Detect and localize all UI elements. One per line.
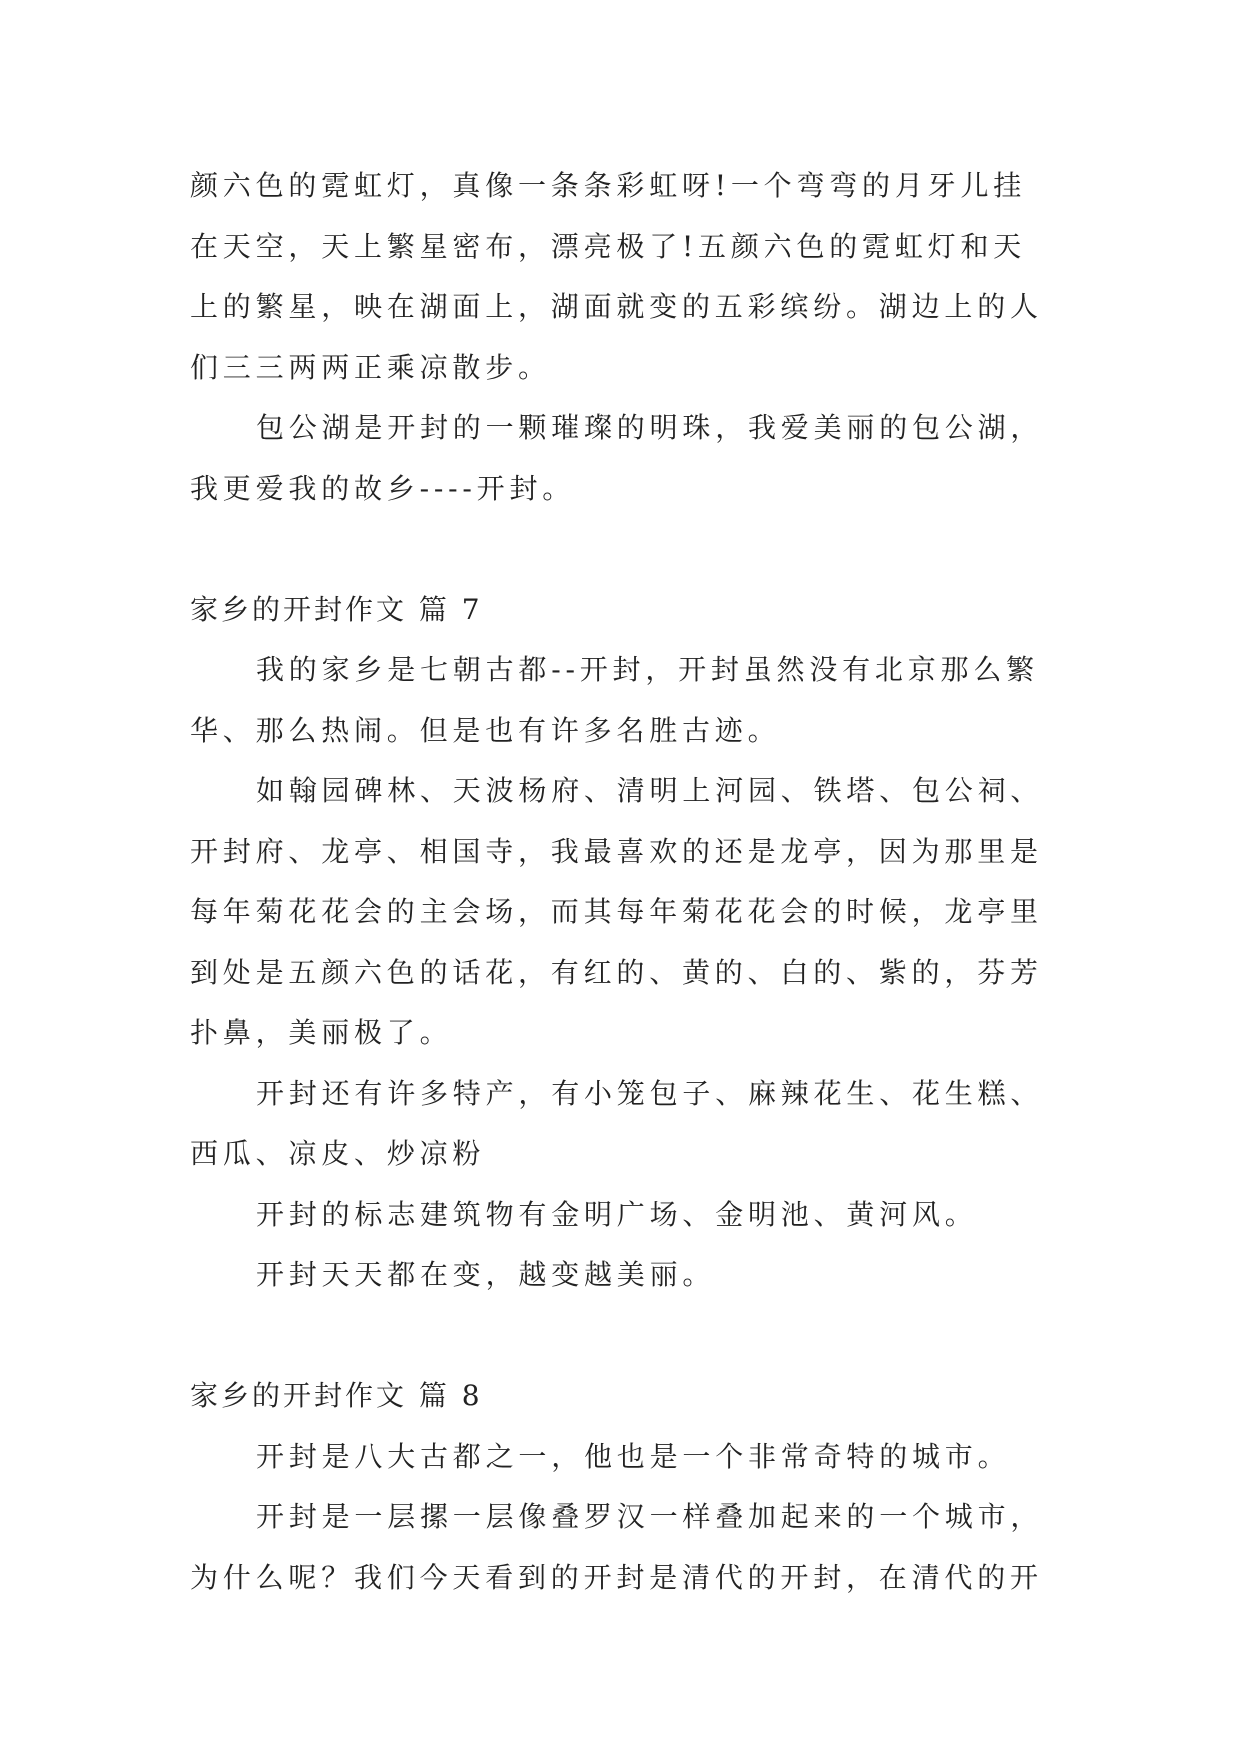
document-body <box>190 156 1060 1608</box>
text-line: 开封府、龙亭、相国寺，我最喜欢的还是龙亭，因为那里是 <box>190 834 1043 868</box>
text-line: 开封还有许多特产，有小笼包子、麻辣花生、花生糕、 <box>256 1076 1044 1110</box>
text-line: 如翰园碑林、天波杨府、清明上河园、铁塔、包公祠、 <box>256 774 1044 807</box>
text-line: 在天空，天上繁星密布，漂亮极了!五颜六色的霓虹灯和天 <box>190 229 1027 263</box>
text-line: 到处是五颜六色的话花，有红的、黄的、白的、紫的，芬芳 <box>190 955 1043 989</box>
section7-paragraph-1 <box>190 640 1060 761</box>
text-line: 华、那么热闹。但是也有许多名胜古迹。 <box>190 713 781 747</box>
section7-paragraph-4: 开封的标志建筑物有金明广场、金明池、黄河风。 <box>256 1197 978 1231</box>
paragraph-intro-closing <box>190 398 1060 519</box>
section-gap <box>190 1306 1060 1367</box>
section-title-7: 家乡的开封作文 篇 7 <box>190 592 483 626</box>
section7-paragraph-5: 开封天天都在变，越变越美丽。 <box>256 1258 716 1291</box>
text-line: 西瓜、凉皮、炒凉粉 <box>190 1137 486 1170</box>
section7-paragraph-2 <box>190 761 1060 1064</box>
text-line: 颜六色的霓虹灯，真像一条条彩虹呀!一个弯弯的月牙儿挂 <box>190 169 1027 202</box>
paragraph-intro-continuation <box>190 156 1060 398</box>
text-line: 我的家乡是七朝古都--开封，开封虽然没有北京那么繁 <box>256 653 1039 686</box>
text-line: 包公湖是开封的一颗璀璨的明珠，我爱美丽的包公湖， <box>256 411 1044 444</box>
text-line: 上的繁星，映在湖面上，湖面就变的五彩缤纷。湖边上的人 <box>190 290 1043 323</box>
text-line: 扑鼻，美丽极了。 <box>190 1016 453 1049</box>
section7-paragraph-3 <box>190 1064 1060 1185</box>
text-line: 开封是一层摞一层像叠罗汉一样叠加起来的一个城市， <box>256 1500 1044 1533</box>
text-line: 们三三两两正乘凉散步。 <box>190 350 551 384</box>
section-title-8: 家乡的开封作文 篇 8 <box>190 1379 483 1412</box>
section8-paragraph-2 <box>190 1487 1060 1608</box>
text-line: 我更爱我的故乡----开封。 <box>190 471 576 505</box>
text-line: 每年菊花花会的主会场，而其每年菊花花会的时候，龙亭里 <box>190 895 1043 928</box>
section8-paragraph-1: 开封是八大古都之一，他也是一个非常奇特的城市。 <box>256 1439 1011 1473</box>
text-line: 为什么呢？我们今天看到的开封是清代的开封，在清代的开 <box>190 1560 1043 1594</box>
section-gap <box>190 519 1060 580</box>
